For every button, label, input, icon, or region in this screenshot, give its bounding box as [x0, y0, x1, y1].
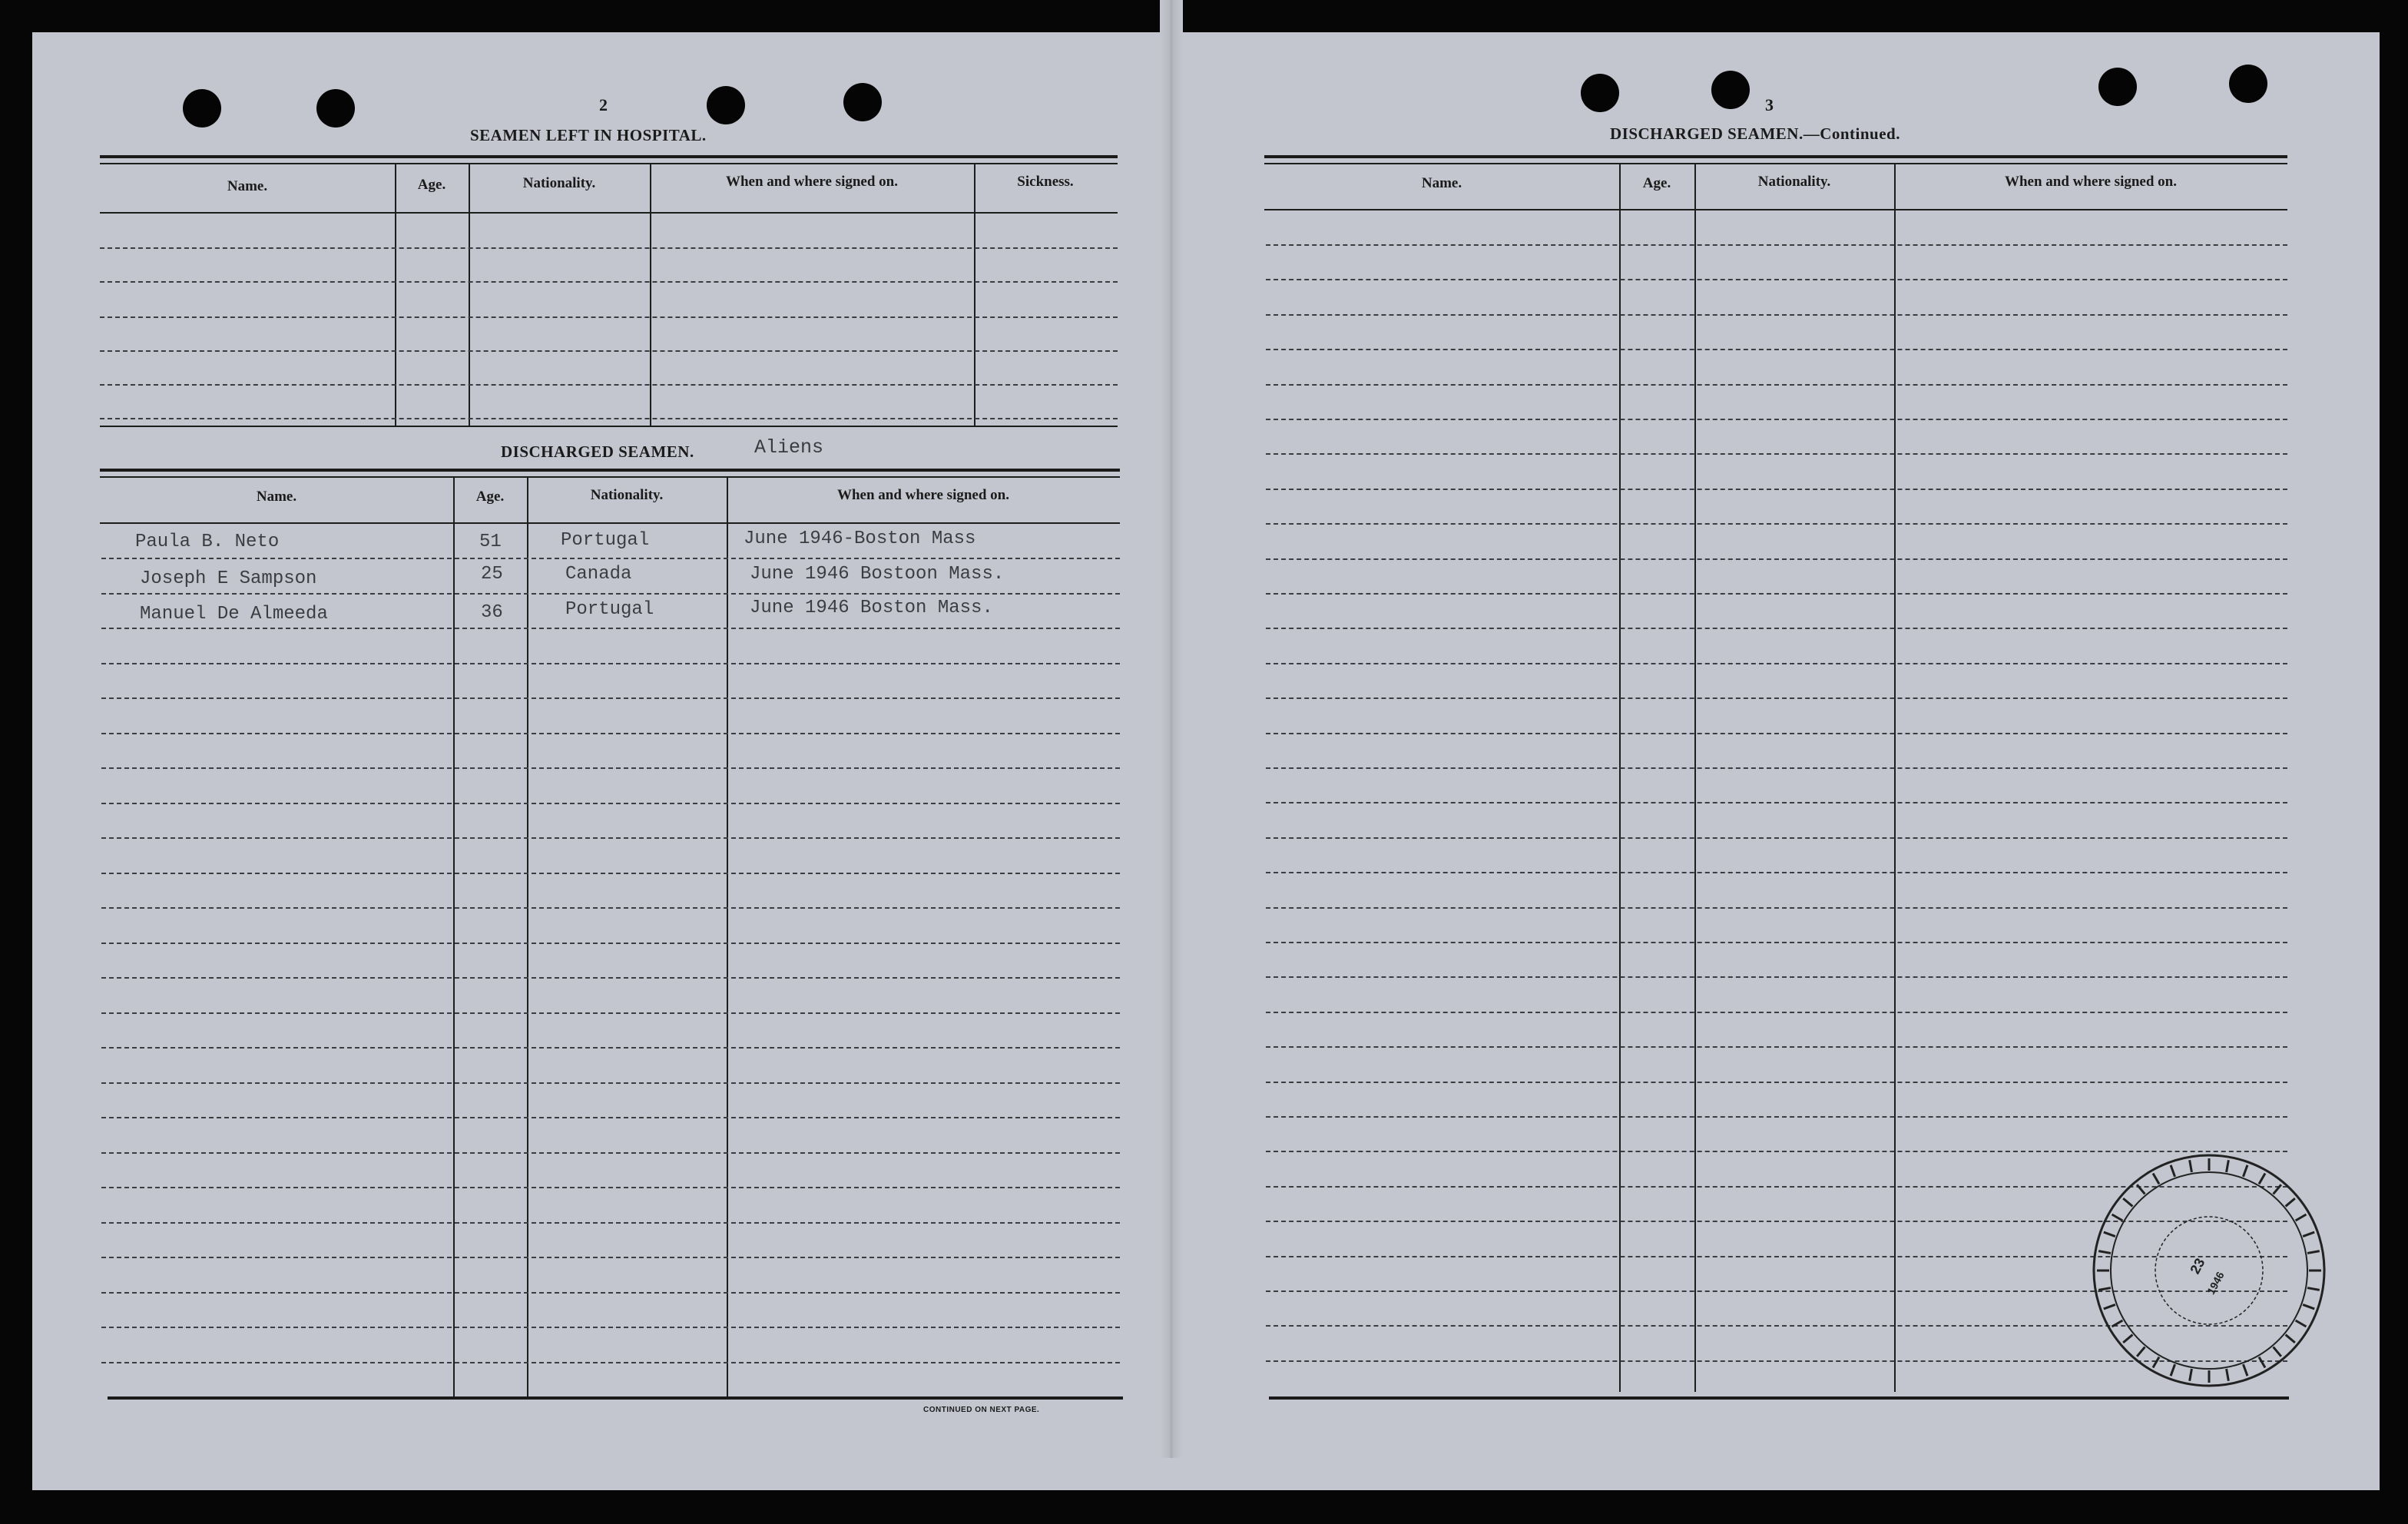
row-line [1266, 663, 2287, 664]
row-line [101, 1047, 1120, 1049]
row-line [1266, 489, 2287, 490]
row-line [101, 697, 1120, 699]
row-line [101, 1082, 1120, 1084]
hospital-top-rule [100, 155, 1118, 158]
hospital-section-title: SEAMEN LEFT IN HOSPITAL. [470, 126, 707, 144]
seaman-name: Joseph E Sampson [140, 568, 317, 589]
row-line [101, 1222, 1120, 1224]
discharged-section-title: DISCHARGED SEAMEN. [501, 442, 694, 461]
aliens-annotation: Aliens [754, 436, 824, 459]
punch-hole [1711, 71, 1750, 109]
hospital-row-line [100, 350, 1118, 352]
seaman-age: 51 [479, 532, 502, 552]
page-number: 3 [1765, 95, 1774, 114]
hospital-col-name: Name. [227, 178, 268, 194]
seaman-name: Paula B. Neto [135, 532, 280, 552]
punch-hole [1581, 74, 1619, 112]
hospital-bottom-rule [100, 426, 1118, 427]
hospital-col-nationality: Nationality. [522, 175, 596, 191]
seaman-age: 36 [481, 602, 503, 623]
discharged-col-divider [453, 478, 455, 1396]
right-bottom-rule [1269, 1396, 2289, 1400]
row-line [1266, 976, 2287, 978]
punch-hole [316, 89, 355, 128]
hospital-row-line [100, 384, 1118, 386]
right-col-age: Age. [1642, 175, 1671, 191]
row-line [101, 663, 1120, 664]
seaman-signed-on: June 1946 Bostoon Mass. [750, 564, 1005, 585]
row-line [1266, 697, 2287, 699]
hospital-col-divider [650, 164, 651, 426]
row-line [101, 628, 1120, 629]
page-gutter [1160, 0, 1183, 1458]
row-line [101, 1117, 1120, 1118]
row-line [101, 1257, 1120, 1258]
hospital-col-sickness: Sickness. [1017, 174, 1074, 190]
hospital-row-line [100, 247, 1118, 249]
row-line [101, 803, 1120, 804]
row-line [101, 907, 1120, 909]
punch-hole [707, 86, 745, 124]
hospital-top-rule-2 [100, 163, 1118, 164]
row-line [1266, 384, 2287, 386]
seaman-nationality: Portugal [561, 530, 650, 551]
discharged-col-age: Age. [475, 489, 505, 505]
hospital-row-line [100, 316, 1118, 318]
row-line [1266, 872, 2287, 873]
discharged-bottom-rule [108, 1396, 1123, 1400]
row-line [101, 943, 1120, 944]
row-line [1266, 628, 2287, 629]
discharged-col-name: Name. [256, 489, 297, 505]
discharged-col-divider [727, 478, 728, 1396]
discharged-header-rule [100, 522, 1120, 524]
seaman-nationality: Portugal [565, 599, 654, 620]
page-number: 2 [599, 95, 608, 114]
row-line [1266, 907, 2287, 909]
row-line [101, 1152, 1120, 1154]
row-line [101, 1292, 1120, 1294]
stamp-year: 1946 [2204, 1269, 2227, 1297]
row-line [101, 733, 1120, 734]
discharged-col-nationality: Nationality. [590, 487, 664, 503]
discharged-col-divider [527, 478, 528, 1396]
row-line [1266, 733, 2287, 734]
row-line [101, 1012, 1120, 1014]
right-col-name: Name. [1421, 175, 1462, 191]
row-line [101, 767, 1120, 769]
row-line [101, 873, 1120, 874]
row-line [1266, 279, 2287, 280]
row-line [1266, 1046, 2287, 1048]
punch-hole [183, 89, 221, 128]
stamp-day: 23 [2187, 1255, 2208, 1277]
row-line [1266, 593, 2287, 595]
continued-footnote: CONTINUED ON NEXT PAGE. [923, 1406, 1040, 1414]
row-line [1266, 349, 2287, 350]
hospital-col-divider [395, 164, 396, 426]
row-line [101, 593, 1120, 595]
row-line [1266, 244, 2287, 246]
row-line [1266, 453, 2287, 455]
row-line [101, 558, 1120, 559]
row-line [1266, 1116, 2287, 1118]
row-line [1266, 837, 2287, 839]
row-line [1266, 1012, 2287, 1013]
row-line [101, 977, 1120, 979]
seaman-name: Manuel De Almeeda [140, 604, 328, 625]
right-top-rule [1264, 155, 2287, 158]
discharged-top-rule-2 [100, 476, 1120, 478]
hospital-header-rule [100, 212, 1118, 214]
row-line [1266, 1082, 2287, 1083]
seaman-signed-on: June 1946 Boston Mass. [750, 598, 993, 618]
right-header-rule [1264, 209, 2287, 210]
discharged-continued-title: DISCHARGED SEAMEN.—Continued. [1610, 124, 1900, 143]
punch-hole [843, 83, 882, 121]
punch-hole [2229, 65, 2267, 103]
hospital-row-line [100, 281, 1118, 283]
row-line [1266, 767, 2287, 769]
hospital-row-line [100, 418, 1118, 419]
discharged-top-rule [100, 469, 1120, 472]
right-top-rule-2 [1264, 163, 2287, 164]
hospital-col-age: Age. [417, 177, 446, 193]
row-line [1266, 942, 2287, 943]
hospital-col-divider [469, 164, 470, 426]
row-line [1266, 558, 2287, 560]
row-line [1266, 523, 2287, 525]
discharged-col-signed-on: When and where signed on. [836, 487, 1009, 503]
hospital-col-divider [974, 164, 975, 426]
row-line [1266, 314, 2287, 316]
row-line [101, 1187, 1120, 1188]
row-line [1266, 419, 2287, 420]
punch-hole [2098, 68, 2137, 106]
right-col-nationality: Nationality. [1757, 174, 1831, 190]
right-col-signed-on: When and where signed on. [2004, 174, 2177, 190]
document-sheet [32, 32, 2380, 1490]
postmark-stamp-icon [2086, 1148, 2332, 1393]
seaman-nationality: Canada [565, 564, 632, 585]
row-line [101, 837, 1120, 839]
hospital-col-signed-on: When and where signed on. [725, 174, 898, 190]
row-line [101, 1362, 1120, 1363]
row-line [1266, 802, 2287, 803]
seaman-signed-on: June 1946-Boston Mass [744, 528, 976, 549]
seaman-age: 25 [481, 564, 503, 585]
row-line [101, 1327, 1120, 1328]
